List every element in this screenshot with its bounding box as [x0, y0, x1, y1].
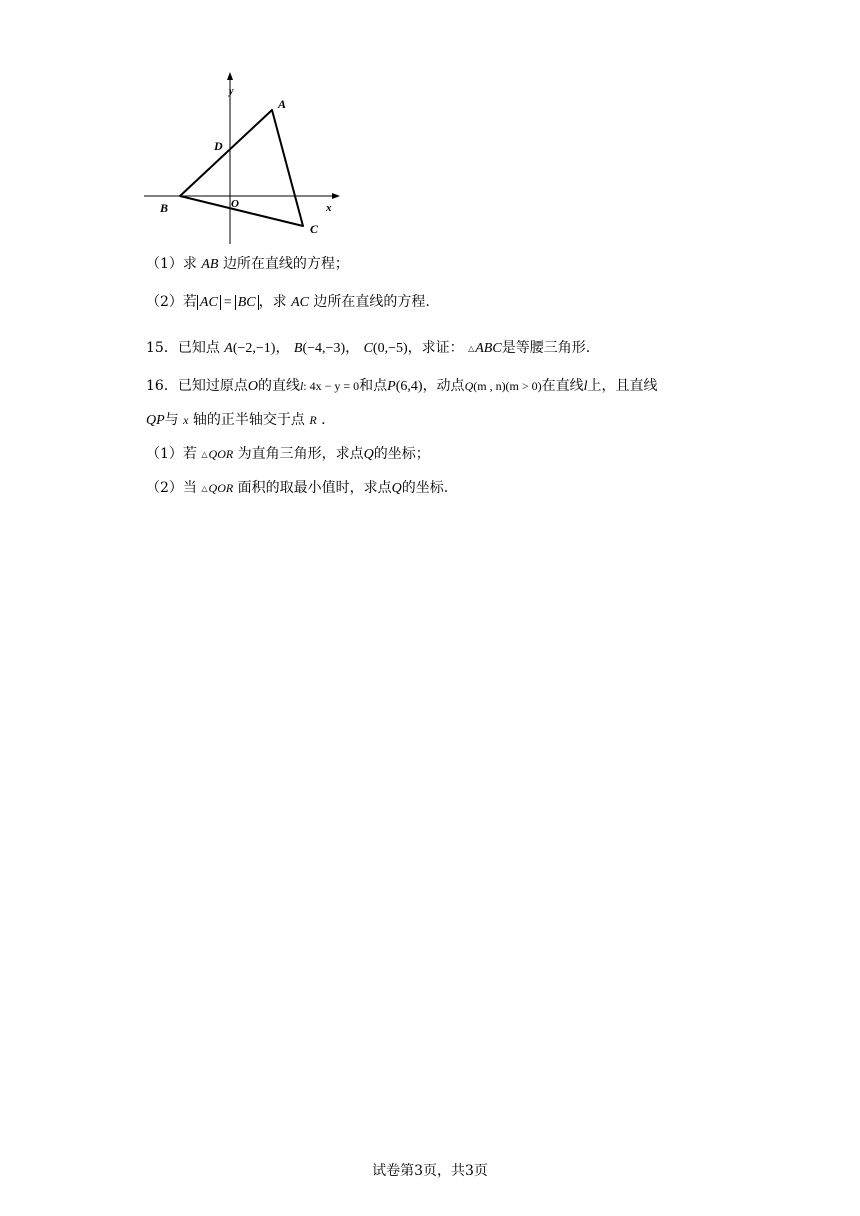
q16-part2: （2）当 △QOR 面积的取最小值时，求点Q的坐标.	[146, 480, 449, 496]
triangle-figure	[140, 66, 350, 246]
label-C: C	[310, 222, 319, 236]
q14-part1: （1）求 AB 边所在直线的方程；	[146, 256, 349, 272]
q14-part2: （2）若 AC = BC ，求 AC 边所在直线的方程.	[146, 294, 430, 310]
page-footer: 试卷第3页，共3页	[372, 1163, 488, 1179]
label-B: B	[160, 201, 169, 215]
triangle-abc	[180, 110, 303, 226]
q15-text: 15．已知点 A(−2,−1)， B(−4,−3)， C(0,−5)，求证： △ABC是等腰三角形.	[146, 340, 591, 356]
label-O: O	[231, 198, 239, 210]
q16-part1: （1）若 △QOR 为直角三角形，求点Q的坐标；	[146, 446, 430, 462]
x-axis-arrow	[332, 193, 340, 199]
label-x: x	[326, 202, 332, 214]
label-y: y	[229, 86, 234, 97]
label-D: D	[214, 139, 223, 153]
q16-line2: QP与 x 轴的正半轴交于点 R .	[146, 412, 326, 428]
q16-line1: 16．已知过原点O的直线l: 4x − y = 0和点P(6,4)，动点Q(m , n)(m > 0)在直线l上，且直线	[146, 378, 658, 394]
label-A: A	[278, 97, 287, 111]
y-axis-arrow	[227, 72, 233, 80]
